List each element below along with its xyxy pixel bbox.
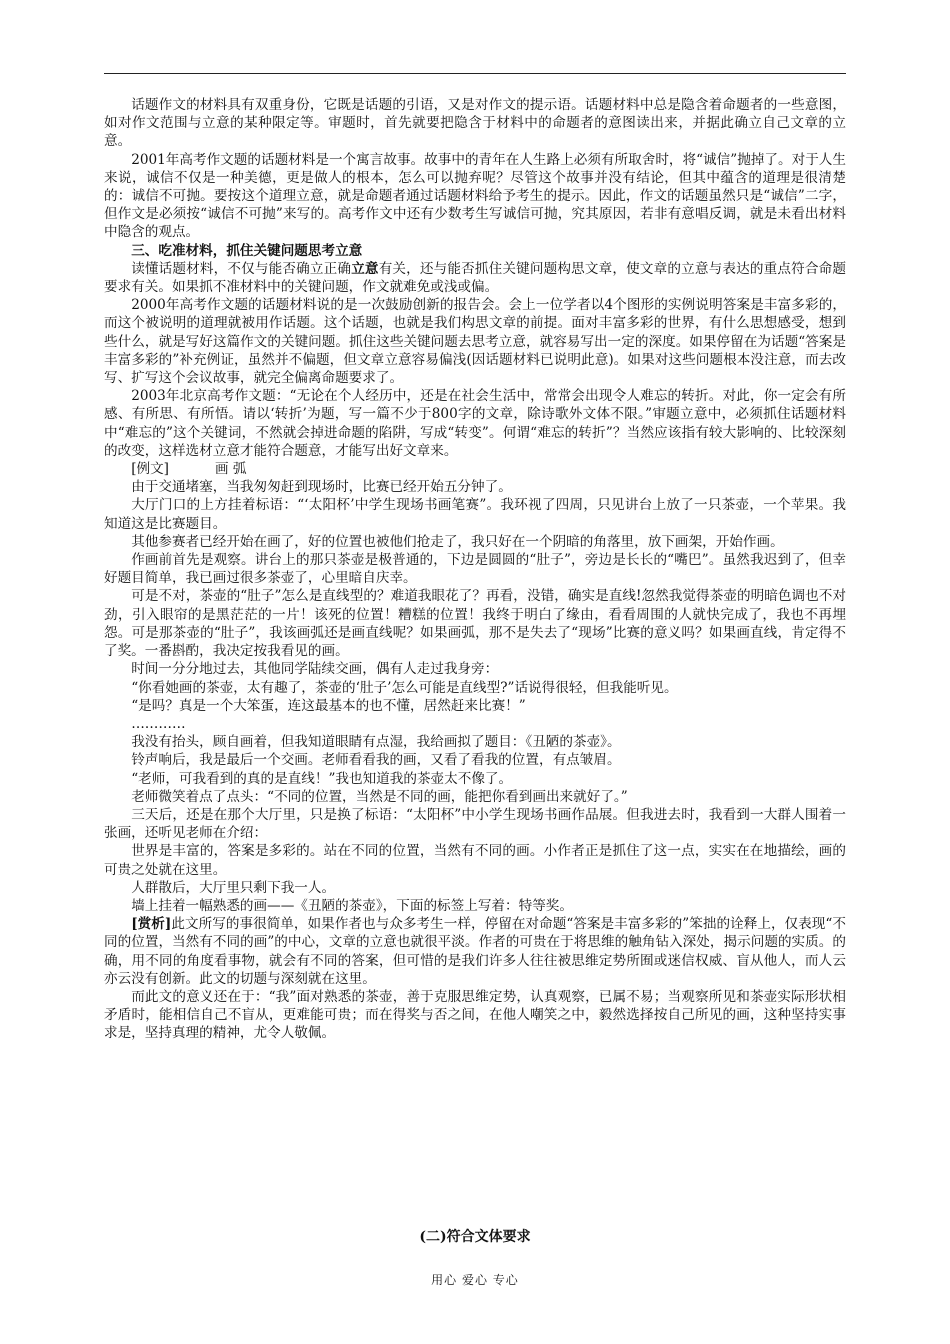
comment-paragraph xyxy=(104,915,846,988)
text-span: 此文所写的事很简单，如果作者也与众多考生一样，停留在对命题“答案是丰富多彩的”笨拙的诠释上，仅表现“不同的位置，当然有不同的画”的中心，文章的立意也就很平淡。作者的可贵在于将思维的触角钻入深处，揭示问题的实质。的确，用不同的角度看事物，就会有不同的答案，但可惜的是我们许多人往往被思维定势所囿或迷信权威、盲从他人，而人云亦云没有创新。此文的切题与深刻就在这里。 xyxy=(104,916,846,987)
story-paragraph: “老师，可我看到的真的是直线！”我也知道我的茶壶太不像了。 xyxy=(131,770,513,787)
section-title: (二)符合文体要求 xyxy=(419,1229,531,1245)
paragraph: 2000年高考作文题的话题材料说的是一次鼓励创新的报告会。会上一位学者以4个图形的实例说明答案是丰富多彩的，而这个被说明的道理就被用作话题。这个话题，也就是我们构思文章的前提。面对丰富多彩的世界，有什么思想感受，想到些什么，就是写好这篇作文的关键问题。抓住这些关键问题去思考立意，就容易写出一定的深度。如果停留在为话题“答案是丰富多彩的”补充例证，虽然并不偏题，但文章立意容易偏浅(因话题材料已说明此意)。如果对这些问题根本没注意，而去改写、扩写这个会议故事，就完全偏离命题要求了。 xyxy=(104,297,846,387)
text-span: 读懂话题材料，不仅与能否确立正确 xyxy=(131,260,352,277)
example-title-line xyxy=(104,460,846,478)
comment-paragraph: 而此文的意义还在于：“我”面对熟悉的茶壶，善于克服思维定势，认真观察，已属不易；当观察所见和茶壶实际形状相矛盾时，能相信自己不盲从，更难能可贵；而在得奖与否之间，在他人嘲笑之中，毅然选择按自己所见的画，这种坚持实事求是，坚持真理的精神，尤令人敬佩。 xyxy=(104,988,846,1042)
header-rule xyxy=(104,73,846,74)
story-paragraph: 人群散后，大厅里只剩下我一人。 xyxy=(131,879,336,896)
story-paragraph: 其他参赛者已经开始在画了，好的位置也被他们抢走了，我只好在一个阴暗的角落里，放下画架，开始作画。 xyxy=(131,533,784,550)
paragraph: 2001年高考作文题的话题材料是一个寓言故事。故事中的青年在人生路上必须有所取舍时，将“诚信”抛掉了。对于人生来说，诚信不仅是一种美德，更是做人的根本，怎么可以抛弃呢？尽管这个故事并没有结论，但其中蕴含的道理是很清楚的：诚信不可抛。要按这个道理立意，就是命题者通过话题材料给予考生的提示。因此，作文的话题虽然只是“诚信”二字，但作文是必须按“诚信不可抛”来写的。高考作文中还有少数考生写诚信可抛，究其原因，若非有意唱反调，就是未看出材料中隐含的观点。 xyxy=(104,151,846,241)
story-paragraph: 作画前首先是观察。讲台上的那只茶壶是极普通的，下边是圆圆的“肚子”，旁边是长长的“嘴巴”。虽然我迟到了，但幸好题目简单，我已画过很多茶壶了，心里暗自庆幸。 xyxy=(104,552,846,587)
paragraph: 话题作文的材料具有双重身份，它既是话题的引语，又是对作文的提示语。话题材料中总是隐含着命题者的一些意图，如对作文范围与立意的某种限定等。审题时，首先就要把隐含于材料中的命题者的意图读出来，并据此确立自己文章的立意。 xyxy=(104,97,846,150)
comment-label: [赏析] xyxy=(131,916,172,933)
story-paragraph: 我没有抬头，顾自画着，但我知道眼睛有点湿，我给画拟了题目：《丑陋的茶壶》。 xyxy=(131,734,621,751)
paragraph xyxy=(104,260,846,296)
story-paragraph: 铃声响后，我是最后一个交画。老师看看我的画，又看了看我的位置，有点皱眉。 xyxy=(131,752,621,769)
story-paragraph: 由于交通堵塞，当我匆匆赶到现场时，比赛已经开始五分钟了。 xyxy=(131,479,512,496)
example-title: 画 弧 xyxy=(214,461,247,478)
story-paragraph: 可是不对，茶壶的“肚子”怎么是直线型的？难道我眼花了？再看，没错，确实是直线!忽然我觉得茶壶的明暗色调也不对劲，引入眼帘的是黑茫茫的一片！该死的位置！糟糕的位置！我终于明白了缘由，看看周围的人就快完成了，我也不再埋怨。可是那茶壶的“肚子”，我该画弧还是画直线呢？如果画弧，那不是失去了“现场”比赛的意义吗？如果画直线，肯定得不了奖。一番斟酌，我决定按我看见的画。 xyxy=(104,588,846,660)
story-paragraph: “你看她画的茶壶，太有趣了，茶壶的‘肚子’怎么可能是直线型?”话说得很轻，但我能听见。 xyxy=(131,679,678,696)
text-span: 有关，还与能否抓住关键问题构思文章，使文章的立意与表达的重点符合命题要求有关。如果抓不准材料中的关键问题，作文就难免或浅或偏。 xyxy=(104,260,847,296)
section-heading: 三、吃准材料，抓住关键问题思考立意 xyxy=(131,242,363,259)
story-paragraph: 大厅门口的上方挂着标语：“‘太阳杯’中学生现场书画笔赛”。我环视了四周，只见讲台上放了一只茶壶，一个苹果。我知道这是比赛题目。 xyxy=(104,497,846,532)
example-label: [例文] xyxy=(131,461,169,478)
story-paragraph: 墙上挂着一幅熟悉的画——《丑陋的茶壶》，下面的标签上写着：特等奖。 xyxy=(131,897,573,914)
page-footer: 用心 爱心 专心 xyxy=(431,1273,519,1287)
paragraph: 2003年北京高考作文题：“无论在个人经历中，还是在社会生活中，常常会出现令人难忘的转折。对此，你一定会有所感、有所思、有所悟。请以‘转折’为题，写一篇不少于800字的文章，除诗歌外文体不限。”审题立意中，必须抓住话题材料中“难忘的”这个关键词，不然就会掉进命题的陷阱，写成“转变”。何谓“难忘的转折”？当然应该指有较大影响的、比较深刻的改变，这样选材立意才能符合题意，才能写出好文章来。 xyxy=(104,388,846,459)
story-paragraph: 三天后，还是在那个大厅里，只是换了标语：“太阳杯”中小学生现场书画作品展。但我进去时，我看到一大群人围着一张画，还听见老师在介绍： xyxy=(104,806,846,842)
story-paragraph: 时间一分分地过去，其他同学陆续交画，偶有人走过我身旁： xyxy=(131,661,499,678)
story-paragraph: “是吗？真是一个大笨蛋，连这最基本的也不懂，居然赶来比赛！” xyxy=(131,697,526,714)
story-paragraph: 老师微笑着点了点头：“不同的位置，当然是不同的画，能把你看到画出来就好了。” xyxy=(131,788,628,805)
story-paragraph: 世界是丰富的，答案是多彩的。站在不同的位置，当然有不同的画。小作者正是抓住了这一点，实实在在地描绘，画的可贵之处就在这里。 xyxy=(104,843,846,878)
document-body xyxy=(104,96,846,1043)
bold-term: 立意 xyxy=(351,260,379,277)
ellipsis-line: ………… xyxy=(131,715,186,732)
